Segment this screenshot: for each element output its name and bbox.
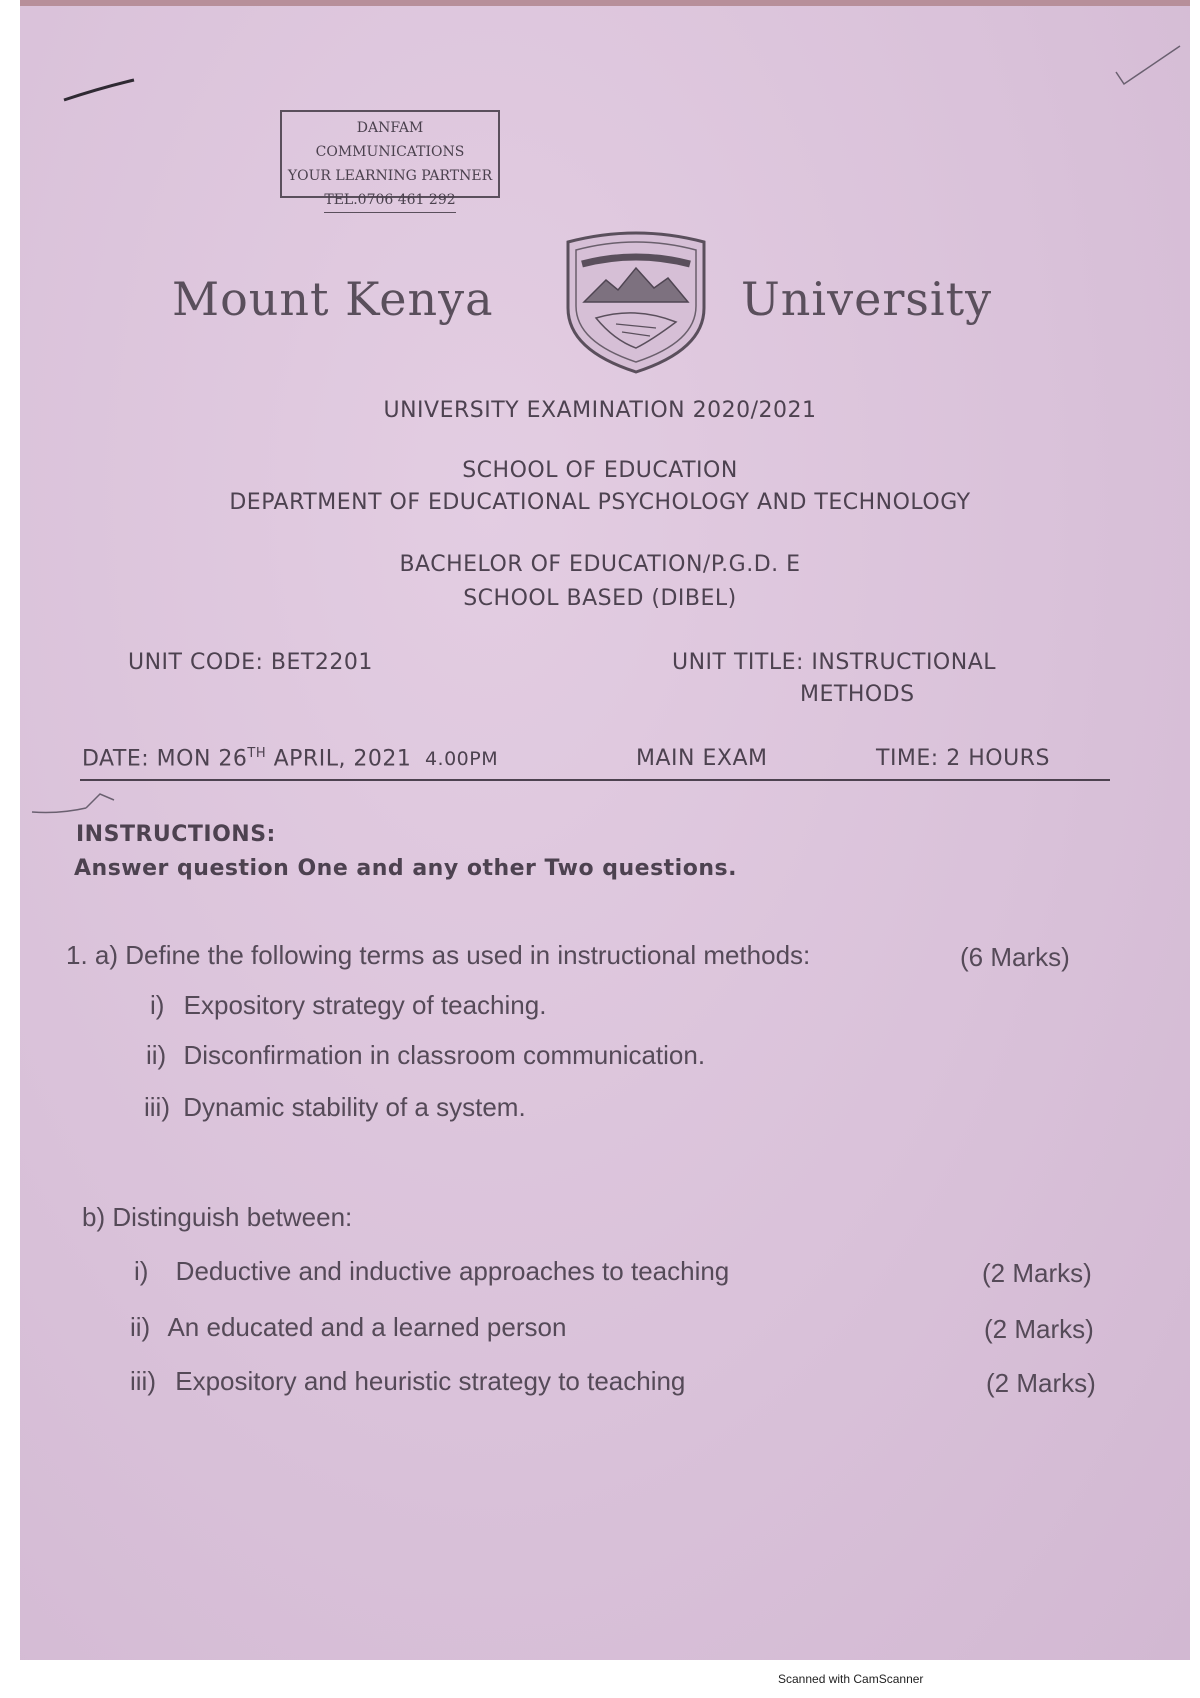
- department-name: DEPARTMENT OF EDUCATIONAL PSYCHOLOGY AND TECHNOLOGY: [229, 490, 971, 515]
- school-name: SCHOOL OF EDUCATION: [462, 458, 738, 483]
- brand-university: University: [741, 272, 993, 326]
- item-text: Disconfirmation in classroom communication.: [183, 1040, 706, 1070]
- question-1a-item: [144, 1092, 526, 1123]
- exam-time-of-day: 4.00PM: [424, 748, 499, 771]
- programme-name: BACHELOR OF EDUCATION/P.G.D. E: [399, 552, 801, 577]
- header-divider: [80, 779, 1110, 781]
- item-text: Expository and heuristic strategy to teaching: [175, 1366, 686, 1396]
- scanner-watermark: Scanned with CamScanner: [778, 1672, 924, 1686]
- question-1b-item: [130, 1312, 566, 1343]
- question-1a-marks: (6 Marks): [960, 942, 1070, 972]
- instructions-text: Answer question One and any other Two questions.: [74, 856, 737, 881]
- pen-mark-tick: [1110, 40, 1190, 90]
- paper-top-edge: [20, 0, 1190, 6]
- question-1b-item: [130, 1366, 685, 1397]
- date-superscript: TH: [247, 746, 267, 761]
- instructions-heading: INSTRUCTIONS:: [76, 822, 276, 847]
- exam-duration: TIME: 2 HOURS: [876, 746, 1050, 771]
- stamp-line-2: YOUR LEARNING PARTNER: [287, 168, 493, 184]
- question-1a-stem: 1. a) Define the following terms as used in instructional methods:: [66, 940, 811, 970]
- item-text: An educated and a learned person: [167, 1312, 567, 1342]
- date-prefix: DATE: MON 26: [82, 746, 248, 772]
- pen-mark-scribble: [30, 790, 120, 820]
- unit-code: UNIT CODE: BET2201: [128, 650, 373, 675]
- question-1b-stem: b) Distinguish between:: [82, 1202, 353, 1232]
- question-1a-item: [146, 1040, 705, 1071]
- item-text: Expository strategy of teaching.: [183, 990, 547, 1020]
- exam-title: UNIVERSITY EXAMINATION 2020/2021: [383, 398, 817, 423]
- brand-mount-kenya: Mount Kenya: [172, 272, 494, 326]
- unit-title-line2: METHODS: [800, 682, 915, 707]
- pen-mark-dash: [60, 70, 140, 110]
- university-crest-icon: [556, 228, 716, 378]
- item-text: Dynamic stability of a system.: [183, 1092, 526, 1122]
- question-1b-marks: (2 Marks): [982, 1258, 1092, 1288]
- danfam-stamp: [280, 110, 500, 208]
- item-number: i): [150, 990, 165, 1020]
- date-suffix: APRIL, 2021: [266, 746, 412, 772]
- stamp-line-3: TEL.0706 461 292: [324, 188, 455, 213]
- exam-type: MAIN EXAM: [636, 746, 768, 771]
- item-number: ii): [130, 1312, 151, 1342]
- stamp-line-1: DANFAM COMMUNICATIONS: [315, 120, 465, 160]
- item-number: i): [134, 1256, 149, 1286]
- unit-title: UNIT TITLE: INSTRUCTIONAL: [672, 650, 997, 675]
- item-number: iii): [130, 1366, 156, 1396]
- exam-date: [82, 746, 498, 771]
- question-1a-item: [150, 990, 546, 1021]
- question-1b-item: [134, 1256, 729, 1287]
- question-1b-marks: (2 Marks): [984, 1314, 1094, 1344]
- item-number: ii): [146, 1040, 167, 1070]
- question-1b-marks: (2 Marks): [986, 1368, 1096, 1398]
- item-number: iii): [144, 1092, 170, 1122]
- study-mode: SCHOOL BASED (DIBEL): [463, 586, 737, 611]
- item-text: Deductive and inductive approaches to teaching: [175, 1256, 730, 1286]
